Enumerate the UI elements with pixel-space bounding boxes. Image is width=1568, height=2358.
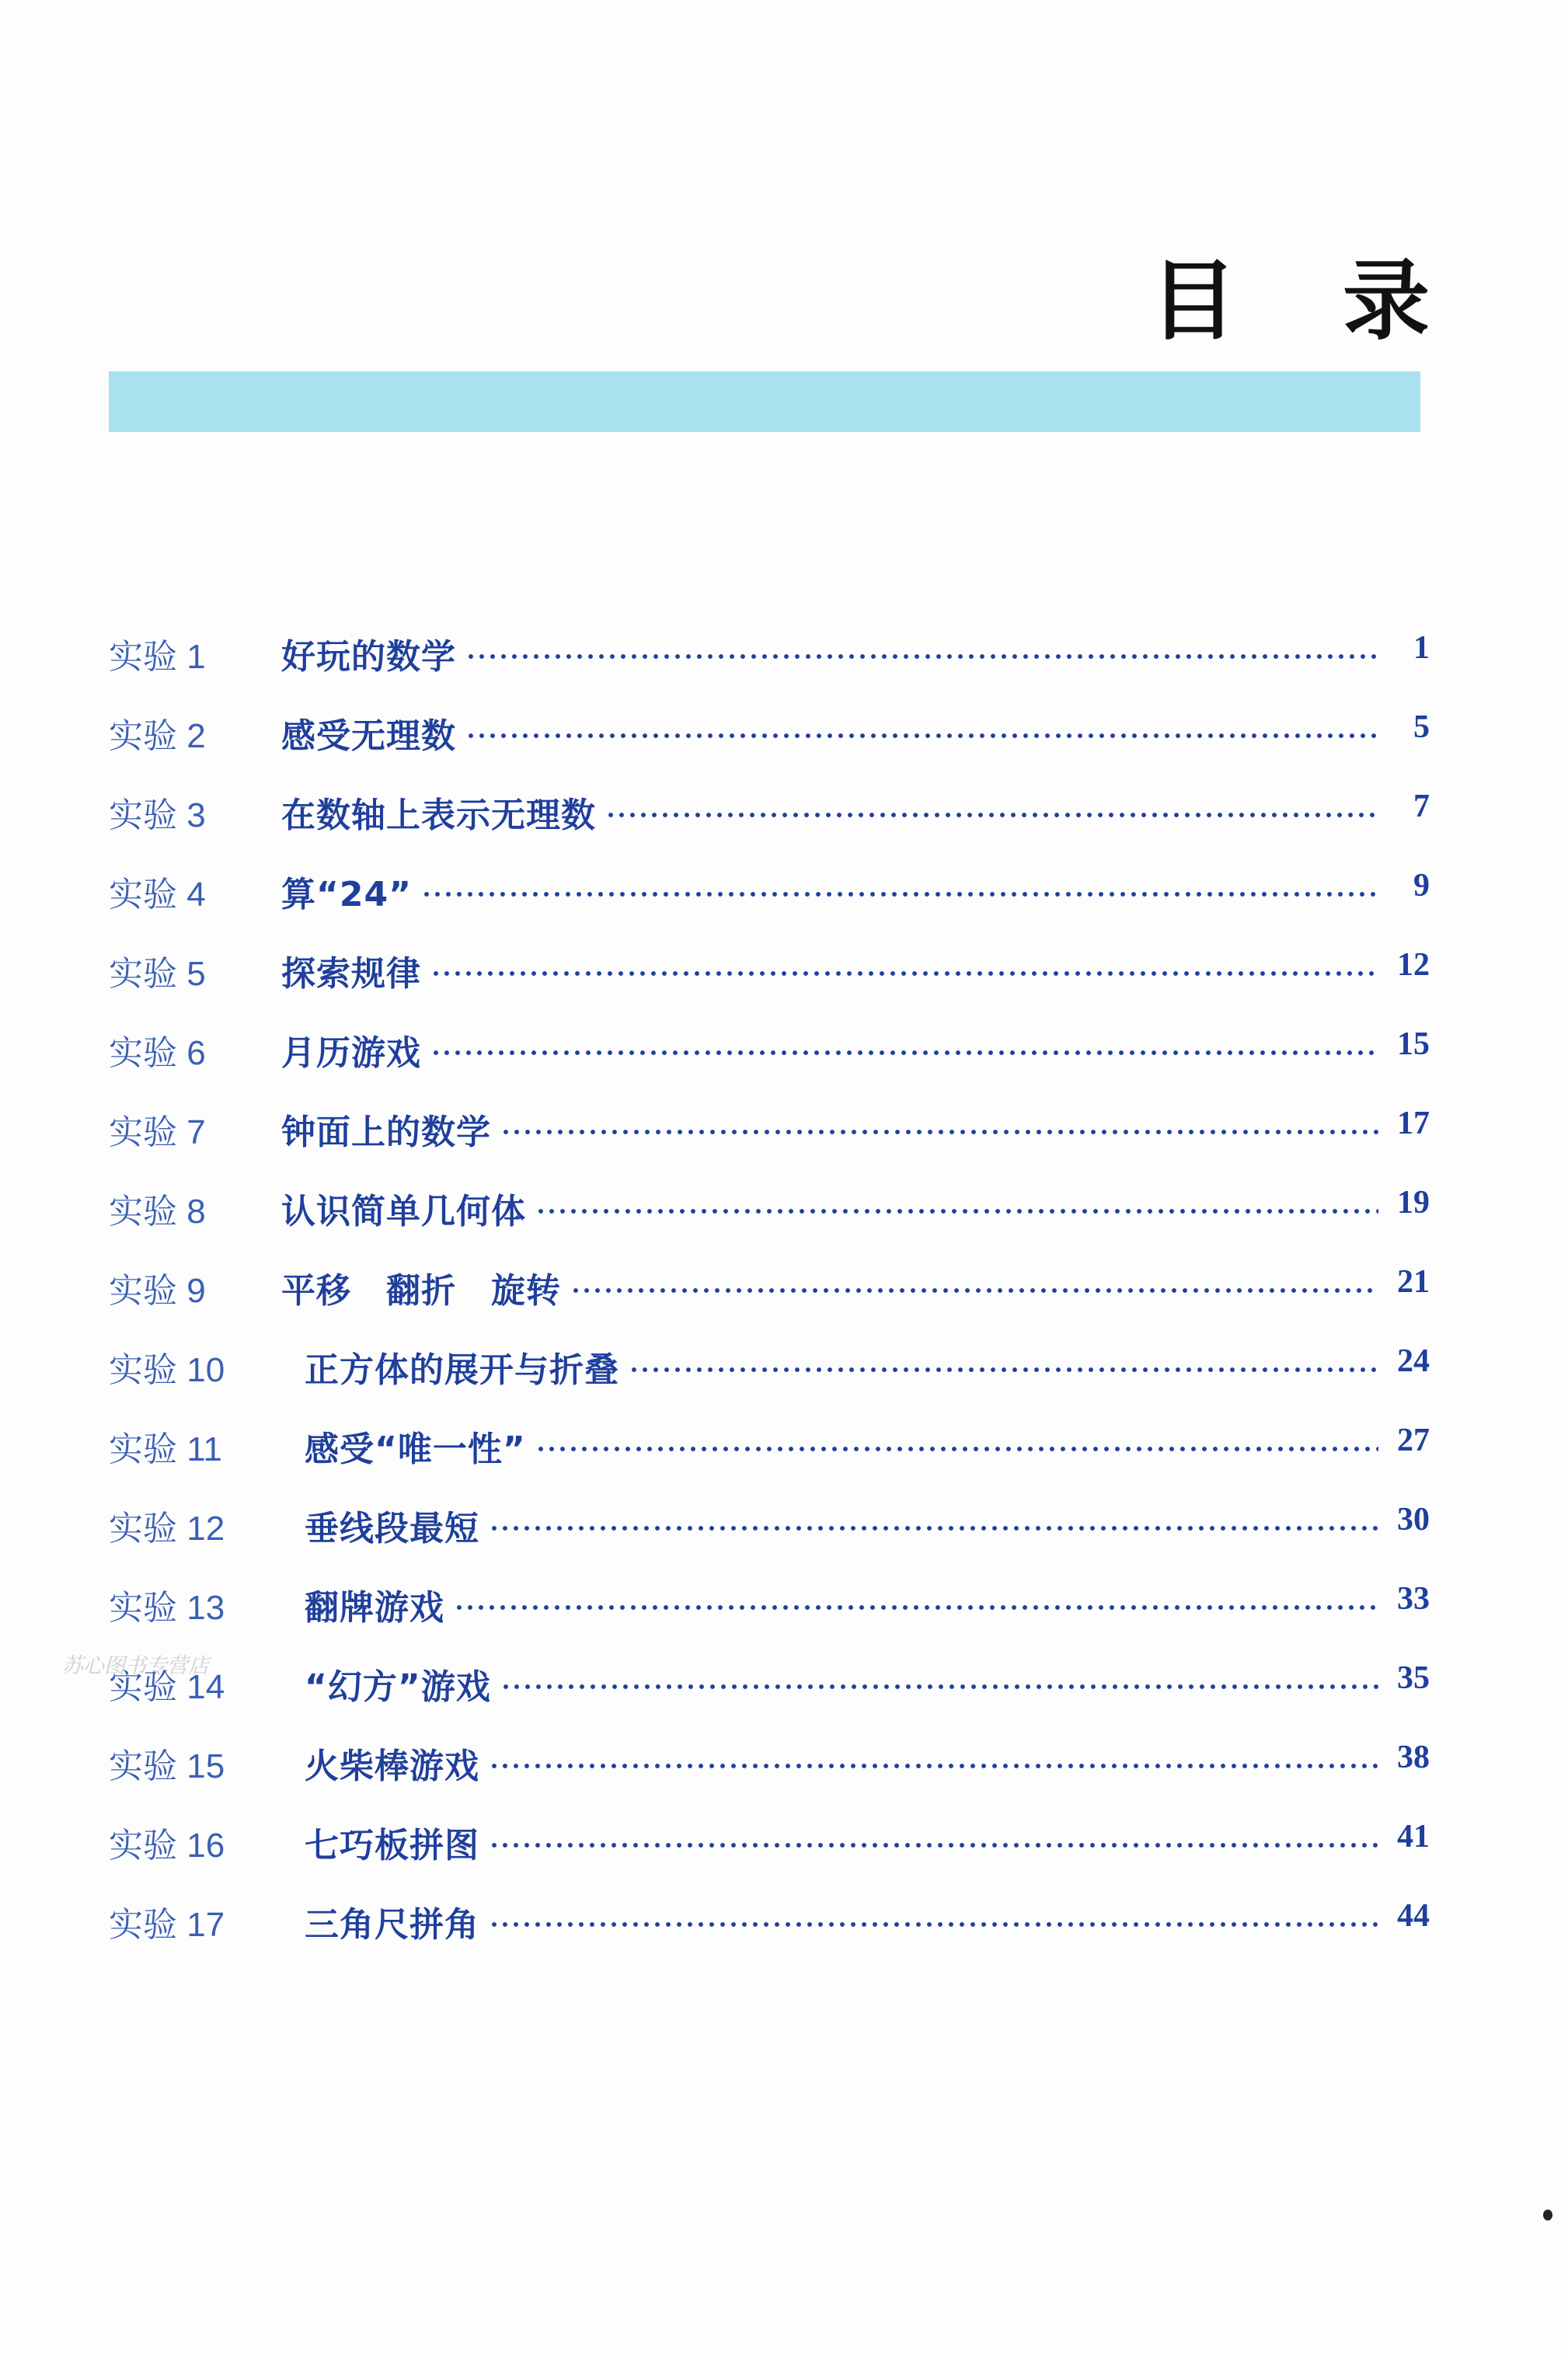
toc-entry-label: 实验 8 [109, 1193, 206, 1231]
shop-watermark: 苏心图书专营店 [62, 1654, 209, 1678]
toc-entry-label: 实验 3 [109, 796, 206, 834]
toc-entry-label: 实验 17 [109, 1906, 225, 1944]
toc-entry-7[interactable] [109, 1089, 1430, 1169]
toc-entry-page: 9 [1413, 868, 1430, 904]
toc-entry-title: 探索规律 [281, 954, 421, 994]
toc-entry-page: 24 [1397, 1343, 1430, 1379]
toc-entry-label: 实验 14 [109, 1668, 225, 1706]
toc-entry-14[interactable] [109, 1644, 1430, 1723]
toc-entry-title: 七巧板拼图 [305, 1826, 479, 1865]
toc-entry-5[interactable] [109, 931, 1430, 1010]
toc-entry-page: 1 [1413, 630, 1430, 666]
dot-leader [629, 1367, 1378, 1373]
toc-entry-4[interactable] [109, 852, 1430, 931]
toc-entry-16[interactable] [109, 1802, 1430, 1882]
toc-entry-page: 21 [1397, 1264, 1430, 1300]
toc-entry-title: 认识简单几何体 [281, 1192, 526, 1231]
dot-leader [489, 1763, 1378, 1769]
toc-entry-13[interactable] [109, 1565, 1430, 1644]
title-band [109, 371, 1420, 432]
toc-entry-label: 实验 15 [109, 1747, 225, 1785]
toc-entry-6[interactable] [109, 1010, 1430, 1089]
dot-leader [535, 1446, 1378, 1452]
toc-entry-15[interactable] [109, 1723, 1430, 1802]
toc-entry-page: 12 [1397, 947, 1430, 983]
toc-entry-label: 实验 5 [109, 955, 206, 993]
dot-leader [500, 1684, 1378, 1690]
dot-leader [430, 1050, 1378, 1056]
toc-entry-page: 35 [1397, 1660, 1430, 1696]
scan-speck [1543, 2210, 1552, 2220]
toc-entry-label: 实验 10 [109, 1351, 225, 1389]
toc-entry-2[interactable] [109, 693, 1430, 772]
toc-entry-title: 三角尺拼角 [305, 1905, 479, 1945]
toc-entry-label: 实验 1 [109, 638, 206, 676]
toc-entry-page: 30 [1397, 1502, 1430, 1538]
toc-entry-title: 算“24” [281, 875, 413, 914]
toc-entry-title: 在数轴上表示无理数 [281, 796, 596, 835]
toc-entry-label: 实验 16 [109, 1827, 225, 1865]
toc-entry-page: 7 [1413, 789, 1430, 824]
dot-leader [489, 1921, 1378, 1928]
toc-entry-11[interactable] [109, 1406, 1430, 1486]
dot-leader [465, 733, 1378, 739]
toc-entry-title: 火柴棒游戏 [305, 1747, 479, 1786]
dot-leader [570, 1287, 1378, 1294]
toc-entry-1[interactable] [109, 614, 1430, 693]
toc-entry-page: 41 [1397, 1819, 1430, 1855]
dot-leader [535, 1208, 1378, 1214]
toc-entry-title: 平移 翻折 旋转 [281, 1271, 561, 1311]
toc-entry-label: 实验 12 [109, 1510, 225, 1548]
toc-entry-page: 5 [1413, 709, 1430, 745]
toc-entry-title: 好玩的数学 [281, 637, 456, 677]
dot-leader [421, 891, 1378, 897]
toc-entry-page: 44 [1397, 1898, 1430, 1934]
dot-leader [500, 1129, 1378, 1135]
dot-leader [605, 812, 1378, 818]
toc-entry-label: 实验 11 [109, 1430, 222, 1468]
toc-entry-page: 19 [1397, 1185, 1430, 1221]
toc-entry-page: 27 [1397, 1423, 1430, 1458]
toc-entry-10[interactable] [109, 1327, 1430, 1406]
dot-leader [465, 653, 1378, 660]
page-title-char-2: 录 [1343, 251, 1430, 352]
toc-entry-title: 正方体的展开与折叠 [305, 1350, 619, 1390]
dot-leader [489, 1525, 1378, 1531]
toc-entry-title: 月历游戏 [281, 1033, 421, 1073]
dot-leader [430, 970, 1378, 977]
toc-entry-label: 实验 9 [109, 1272, 206, 1310]
table-of-contents [109, 614, 1430, 1961]
toc-entry-label: 实验 6 [109, 1034, 206, 1072]
toc-entry-title: 垂线段最短 [305, 1509, 479, 1548]
toc-entry-label: 实验 13 [109, 1589, 225, 1627]
toc-entry-title: “幻方”游戏 [305, 1667, 491, 1707]
toc-entry-label: 实验 4 [109, 876, 206, 914]
toc-entry-page: 38 [1397, 1740, 1430, 1775]
toc-entry-title: 感受无理数 [281, 716, 456, 756]
page-title [1150, 247, 1430, 356]
toc-entry-title: 钟面上的数学 [281, 1113, 491, 1152]
dot-leader [454, 1604, 1378, 1611]
toc-entry-title: 感受“唯一性” [305, 1430, 526, 1469]
toc-entry-17[interactable] [109, 1882, 1430, 1961]
toc-entry-label: 实验 7 [109, 1113, 206, 1151]
toc-entry-8[interactable] [109, 1169, 1430, 1248]
dot-leader [489, 1842, 1378, 1848]
toc-entry-12[interactable] [109, 1486, 1430, 1565]
toc-entry-page: 15 [1397, 1026, 1430, 1062]
toc-entry-title: 翻牌游戏 [305, 1588, 444, 1628]
toc-entry-page: 33 [1397, 1581, 1430, 1617]
toc-entry-page: 17 [1397, 1106, 1430, 1141]
toc-entry-label: 实验 2 [109, 717, 206, 755]
page-title-char-1: 目 [1150, 251, 1237, 352]
toc-entry-3[interactable] [109, 772, 1430, 852]
toc-entry-9[interactable] [109, 1248, 1430, 1327]
